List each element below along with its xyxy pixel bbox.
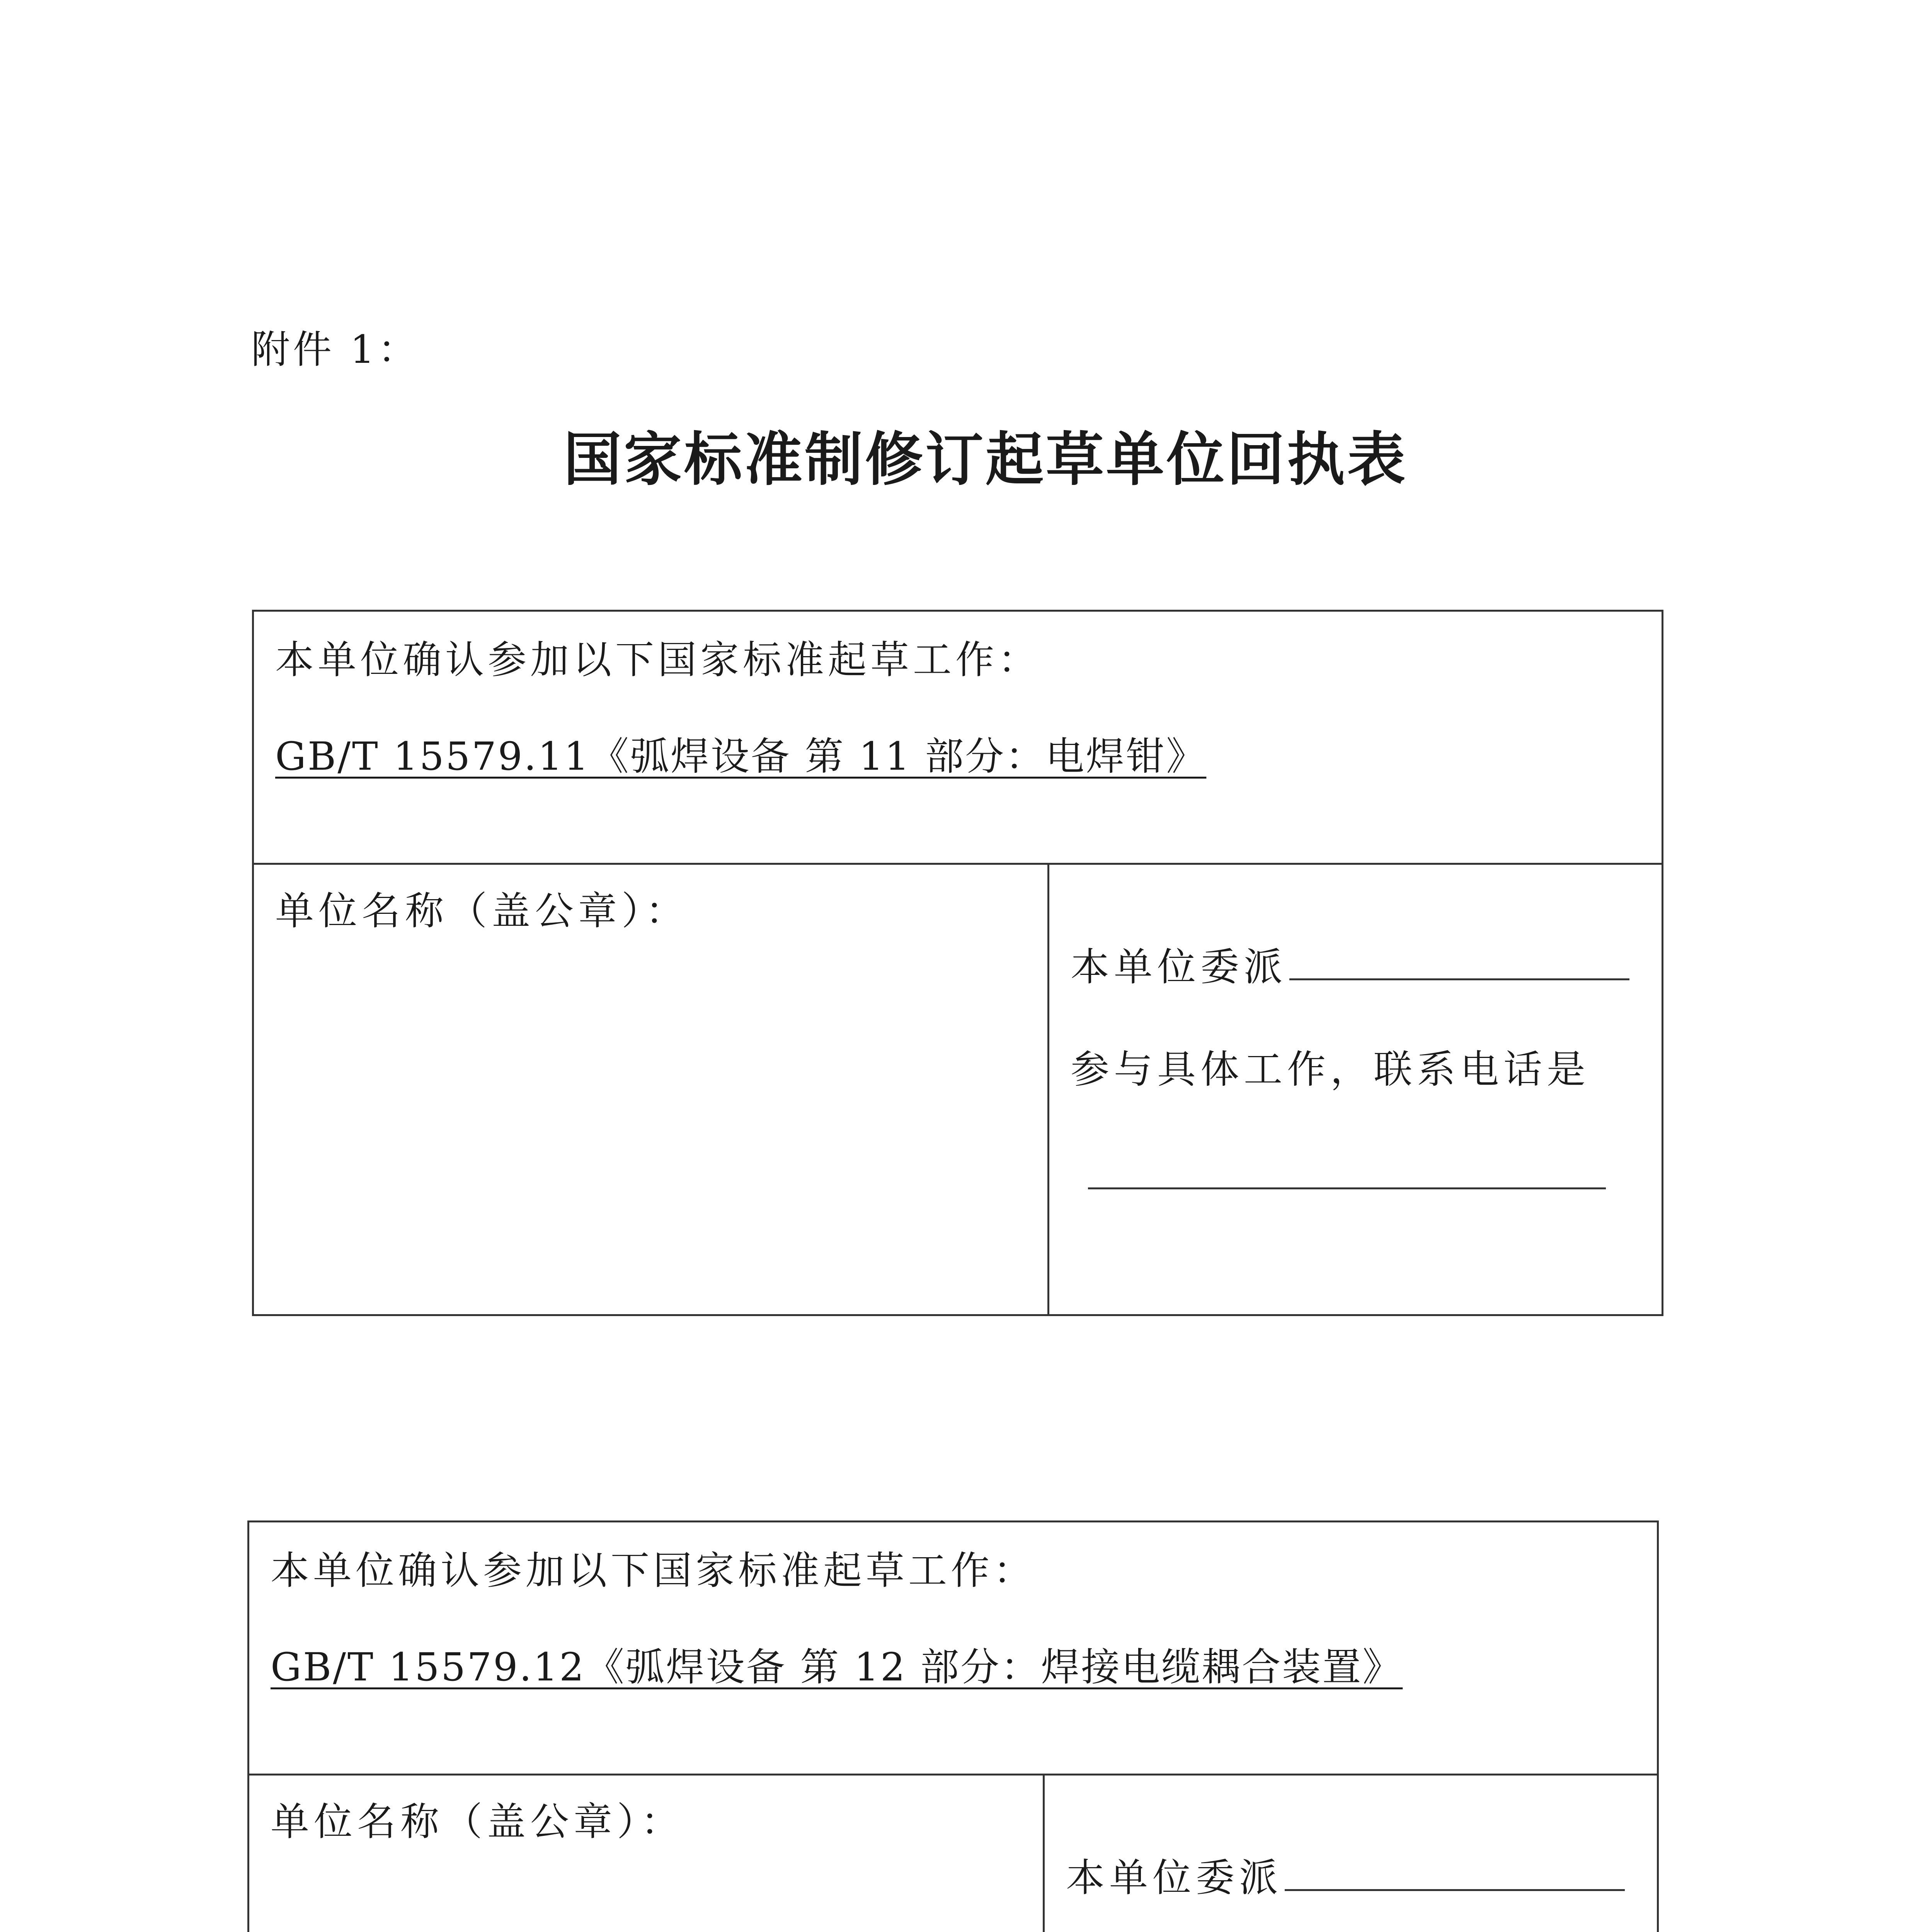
- delegate-name-blank[interactable]: [1289, 978, 1629, 980]
- receipt-form-1: [252, 610, 1663, 1316]
- standard-section: [249, 1522, 1657, 1776]
- delegate-name-blank[interactable]: [1285, 1889, 1625, 1891]
- confirm-text: 本单位确认参加以下国家标准起草工作：: [275, 637, 1040, 682]
- confirm-text: 本单位确认参加以下国家标准起草工作：: [271, 1548, 1036, 1593]
- attachment-label: 附件 1：: [251, 327, 420, 372]
- standard-section: [254, 612, 1662, 865]
- unit-name-cell[interactable]: [254, 865, 1049, 1314]
- delegate-cell: [1045, 1776, 1657, 1932]
- unit-name-cell[interactable]: [249, 1776, 1045, 1932]
- standard-name: GB/T 15579.11《弧焊设备 第 11 部分：电焊钳》: [275, 734, 1207, 779]
- standard-name: GB/T 15579.12《弧焊设备 第 12 部分：焊接电缆耦合装置》: [271, 1645, 1403, 1690]
- delegate-row: [1071, 942, 1629, 992]
- delegate-row: [1066, 1853, 1625, 1903]
- delegate-cell: [1049, 865, 1662, 1314]
- receipt-form-2: [247, 1520, 1659, 1932]
- delegate-label: 本单位委派: [1066, 1855, 1282, 1900]
- unit-name-label: 单位名称（盖公章）：: [271, 1799, 684, 1844]
- contact-text: 参与具体工作，联系电话是: [1071, 1047, 1590, 1092]
- page-title: 国家标准制修订起草单位回执表: [563, 426, 1408, 493]
- unit-name-label: 单位名称（盖公章）：: [275, 888, 689, 934]
- phone-number-blank[interactable]: [1088, 1187, 1606, 1189]
- delegate-label: 本单位委派: [1071, 944, 1287, 990]
